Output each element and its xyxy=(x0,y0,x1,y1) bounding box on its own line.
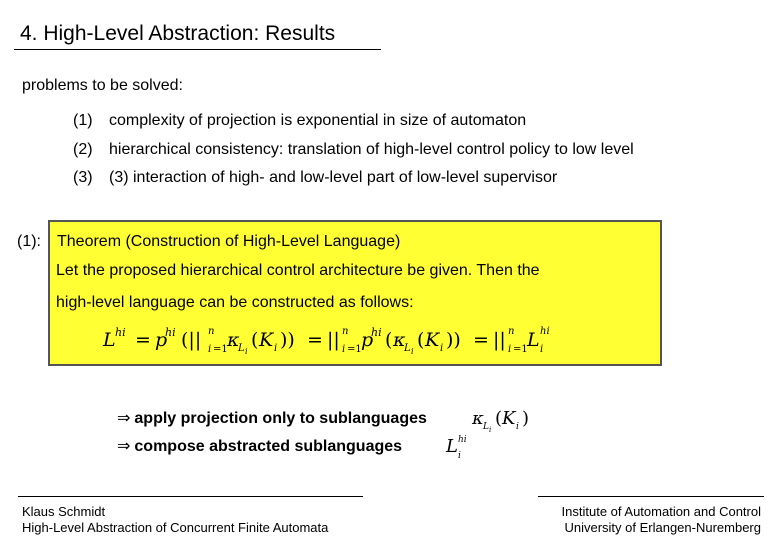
svg-text:)): )) xyxy=(280,329,295,351)
problem-number: (3) xyxy=(73,169,93,186)
svg-text:n: n xyxy=(342,326,349,337)
svg-text:i: i xyxy=(411,347,414,356)
footer-right-rule xyxy=(538,496,764,497)
problem-item-3 xyxy=(73,169,557,187)
svg-text:i: i xyxy=(440,343,444,354)
svg-text:i: i xyxy=(516,422,519,432)
footer-author: Klaus Schmidt xyxy=(22,504,106,519)
svg-text:L: L xyxy=(446,436,458,457)
svg-text:=1: =1 xyxy=(347,344,362,355)
svg-text:)): )) xyxy=(446,329,461,351)
svg-text:κ: κ xyxy=(472,408,484,429)
svg-text:L: L xyxy=(103,329,116,351)
svg-text:n: n xyxy=(208,326,215,337)
abstracted-sublanguage-math xyxy=(444,430,484,464)
problem-item-1 xyxy=(73,112,526,130)
conclusion-item-1 xyxy=(117,408,427,428)
conclusion-text: compose abstracted sublanguages xyxy=(134,438,403,455)
svg-text:=1: =1 xyxy=(513,344,528,355)
svg-text:i: i xyxy=(489,426,492,433)
svg-text:i: i xyxy=(540,344,544,355)
svg-text:K: K xyxy=(259,329,274,351)
title-underline xyxy=(14,49,381,50)
implies-arrow-icon: ⇒ xyxy=(117,438,131,455)
svg-text:L: L xyxy=(527,329,540,351)
svg-text:hi: hi xyxy=(540,326,550,337)
svg-text:=: = xyxy=(307,329,323,351)
svg-text:(: ( xyxy=(251,329,259,351)
svg-text:L: L xyxy=(404,343,411,354)
problem-number: (2) xyxy=(73,141,93,158)
svg-text:||: || xyxy=(327,329,340,351)
theorem-statement-line-1: Let the proposed hierarchical control architecture be given. Then the xyxy=(56,262,540,279)
slide-title: 4. High-Level Abstraction: Results xyxy=(20,22,336,45)
theorem-title: Theorem (Construction of High-Level Language) xyxy=(57,233,401,250)
svg-text:(: ( xyxy=(417,329,425,351)
svg-text:i: i xyxy=(245,347,248,356)
svg-text:hi: hi xyxy=(165,326,176,339)
footer-university: University of Erlangen-Nuremberg xyxy=(564,520,761,535)
footer-author-block xyxy=(22,504,328,536)
svg-text:(||: (|| xyxy=(181,329,202,351)
svg-text:n: n xyxy=(508,326,515,337)
footer-left-rule xyxy=(18,496,363,497)
theorem-statement-line-2: high-level language can be constructed as follows: xyxy=(56,294,414,311)
svg-text:i: i xyxy=(458,451,461,461)
svg-text:i: i xyxy=(342,344,346,355)
svg-text:L: L xyxy=(483,422,489,432)
svg-text:κ: κ xyxy=(393,329,406,351)
footer-talk-title: High-Level Abstraction of Concurrent Finite Automata xyxy=(22,520,329,535)
theorem-reference-label: (1): xyxy=(17,233,41,250)
svg-text:i: i xyxy=(274,343,278,354)
problem-number: (1) xyxy=(73,112,93,129)
svg-text:K: K xyxy=(425,329,440,351)
svg-text:||: || xyxy=(493,329,506,351)
svg-text:=: = xyxy=(473,329,489,351)
svg-text:): ) xyxy=(522,408,530,429)
svg-text:p: p xyxy=(155,329,168,351)
svg-text:=: = xyxy=(135,329,151,351)
footer-institute: Institute of Automation and Control xyxy=(561,504,761,519)
kappa-sublanguage-math xyxy=(470,403,550,433)
svg-text:hi: hi xyxy=(371,326,382,339)
svg-text:=1: =1 xyxy=(213,344,228,355)
footer-institution-block xyxy=(562,504,761,536)
svg-text:L: L xyxy=(238,343,245,354)
svg-text:p: p xyxy=(361,329,374,351)
problem-text: (3) interaction of high- and low-level part of low-level supervisor xyxy=(109,169,558,186)
svg-text:i: i xyxy=(208,344,212,355)
svg-text:K: K xyxy=(502,408,516,429)
svg-text:i: i xyxy=(508,344,512,355)
problem-text: hierarchical consistency: translation of high-level control policy to low level xyxy=(109,141,634,158)
problems-intro: problems to be solved: xyxy=(22,77,183,94)
conclusion-text: apply projection only to sublanguages xyxy=(134,410,427,427)
problem-item-2 xyxy=(73,141,634,159)
svg-text:hi: hi xyxy=(115,326,126,339)
svg-text:κ: κ xyxy=(227,329,240,351)
conclusion-item-2 xyxy=(117,436,402,456)
svg-text:(: ( xyxy=(385,329,393,351)
implies-arrow-icon: ⇒ xyxy=(117,410,131,427)
svg-text:hi: hi xyxy=(458,435,467,445)
problem-text: complexity of projection is exponential in size of automaton xyxy=(109,112,527,129)
high-level-language-formula xyxy=(95,322,595,356)
svg-text:(: ( xyxy=(495,408,503,429)
